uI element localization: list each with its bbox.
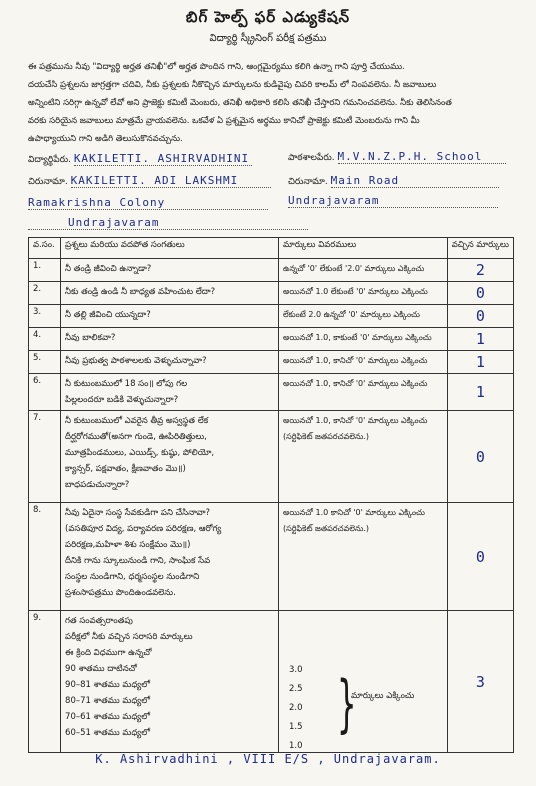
table-row [29,259,514,282]
row-score: 0 [447,411,513,503]
row-score: 0 [447,305,513,328]
intro-line: ఉపాధ్యాయుని గాని అడిగి తెలుసుకొనవచ్చును. [28,134,183,144]
row-no: 8. [29,503,61,611]
row-question: నీవు ఏదైనా సంస్థ సేవకుడిగా పని చేసినావా? (వసతిపూర విద్య, పర్యావరణ పరిరక్షణ, ఆరోగ్య పరిరక్షణ,మహిళా శిశు సంక్షేమం మొ॥) దీనికి గాను స్కూలునుండి గాని, సాంఘిక సేవ సంస్థల నుండిగాని, ధర్మసంస్థల నుండిగాని ప్రశంసాపత్రము పొందిఉండవలెను. [61,503,279,611]
school-name-label: పాఠశాలపేరు [288,153,332,163]
address-label: చిరునామా [28,177,65,187]
row-score: 3 [447,611,513,753]
address-line3-left: Ramakrishna Colony [28,196,268,210]
page-subtitle: విద్యార్థి స్క్రీనింగ్ పరీక్ష పత్రము [209,33,327,44]
grade-values [289,661,303,756]
row-marks: అయినచో 1.0, కానిచో '0' మార్కులు ఎక్కించు (సర్టిఫికెట్ జతపరచవలెను.) [278,411,447,503]
row-score: 1 [447,328,513,351]
school-name-row: పాఠశాలపేరు. M.V.N.Z.P.H. School [288,150,506,165]
table-row [29,411,514,503]
address-value: KAKILETTI. ADI LAKSHMI [71,174,271,188]
table-row [29,374,514,411]
table-header-row [29,238,514,259]
grade-value: 2.0 [288,703,303,713]
row-marks: అయినచో 1.0, కాకుంటే '0' మార్కులు ఎక్కించు [278,328,447,351]
row-no: 7. [29,411,61,503]
address2-label: చిరునామా [288,177,325,187]
row-marks: అయినచో 1.0 కానిచో '0' మార్కులు ఎక్కించు (సర్టిఫికెట్ జతపరచవలెను.) [278,503,447,611]
row-question: నీ కుటుంబములో 18 సం॥ లోపు గల పిల్లలందరూ బడికి వెళ్ళుచున్నారా? [61,374,279,411]
school-name-value: M.V.N.Z.P.H. School [338,150,506,164]
table-row [29,328,514,351]
row-no: 3. [29,305,61,328]
intro-line: దయచేసి ప్రశ్నలను జాగ్రత్తగా చదివి, నీకు ప్రశ్నలకు నీకొచ్చిన మార్కులను కుడివైపు చివరి కాలమ్ లో నింపవలెను. నీ జవాబులు [28,80,437,90]
page-title: బిగ్ హెల్ప్ ఫర్ ఎడ్యుకేషన్ [185,8,351,26]
screening-table [28,237,514,753]
table-row [29,305,514,328]
row-marks: అయినచో 1.0, కానిచో '0' మార్కులు ఎక్కించు [278,351,447,374]
grade-value: 2.5 [288,684,303,694]
student-name-row: విద్యార్థిపేరు. KAKILETTI. ASHIRVADHINI [28,152,252,167]
row-question: నీ తల్లి జీవించి యున్నదా? [61,305,279,328]
row-marks: అయినచో 1.0 లేకుంటే '0' మార్కులు ఎక్కించు [278,282,447,305]
intro-paragraph [28,58,516,148]
row-score: 2 [447,259,513,282]
row-marks [278,611,447,753]
row-question: నీవు ప్రభుత్వ పాఠశాలలకు వెళ్ళుచున్నావా? [61,351,279,374]
row-marks: లేకుంటే 2.0 ఉన్నచో '0' మార్కులు ఎక్కించు [278,305,447,328]
row-question: నీకు తండ్రి ఉండి నీ బాధ్యత వహించుట లేదా? [61,282,279,305]
grade-value: 3.0 [288,665,303,675]
row-no: 6. [29,374,61,411]
row-score: 0 [447,503,513,611]
row-score: 0 [447,282,513,305]
row-question: నీ తండ్రి జీవించి ఉన్నాడా? [61,259,279,282]
address2-value: Main Road [331,174,499,188]
row-no: 1. [29,259,61,282]
intro-line: అన్నింటిని సరిగ్గా ఉన్నవో లేవో అని ప్రాజెక్టు కమిటీ మెంబరు, తనిఖీ అధికారి కలిసి తనిఖీ చేస్తారని గమనించవలెను. నీకు తెలిసినంత [28,98,452,108]
table-row [29,351,514,374]
table-row [29,503,514,611]
row-score: 1 [447,351,513,374]
grade-value: 1.0 [288,741,303,751]
grade-value: 1.5 [288,722,303,732]
row-no: 2. [29,282,61,305]
row-no: 4. [29,328,61,351]
intro-line: వరకు సరియైన జవాబులు మాత్రమే వ్రాయవలెను. ఒకవేళ ఏ ప్రశ్నమైన అర్థము కానిచో ప్రాజెక్టు కమిటీ మెంబరును గాని మీ [28,116,420,126]
address-line3-right: Undrajavaram [288,194,498,208]
row-score: 1 [447,374,513,411]
row-no: 5. [29,351,61,374]
row-marks: ఉన్నచో '0' లేకుంటే '2.0' మార్కులు ఎక్కించు [278,259,447,282]
signature-footer: K. Ashirvadhini , VIII E/S , Undrajavaram. [95,752,441,766]
grade-label: మార్కులు ఎక్కించు [350,691,415,701]
header-score: వచ్చిన మార్కులు [447,238,513,259]
header-no: వ.సం. [29,238,61,259]
address-row: చిరునామా. KAKILETTI. ADI LAKSHMI [28,174,271,189]
header-marks: మార్కులు వివరములు [278,238,447,259]
header-question: ప్రశ్నలు మరియు వదపోత సంగతులు [61,238,279,259]
address-line4-left: Undrajavaram [28,216,308,230]
address2-row: చిరునామా. Main Road [288,174,499,189]
intro-line: ఈ పత్రమును నీవు "విద్యార్థి అర్హత తనిఖీ"లో అర్హత పొందిన గాని, ఆంగ్లమైర్యము కలిగి ఉన్నా గాని పూర్తి చేయుము. [28,62,405,72]
table-row [29,611,514,753]
row-question: నీవు బాలికవా? [61,328,279,351]
row-question: నీ కుటుంబములో ఎవరైన తీవ్ర అస్వస్థత లేక దీర్ఘరోగముతో(అనగా గుండె, ఊపిరితిత్తులు, మూత్రపిండములు, ఎయిడ్స్, కుష్ఠు, పోలియో, క్యాన్సర్, పక్షవాతం, క్షీణవాతం మొ॥) బాధపడుచున్నారా? [61,411,279,503]
table-row [29,282,514,305]
row-question: గత సంవత్సరాంతపు పరీక్షలో నీకు వచ్చిన సరాసరి మార్కులు ఈ క్రింది విధముగా ఉన్నచో 90 శాతము దాటినచో 90–81 శాతము మధ్యలో 80–71 శాతము మధ్యలో 70–61 శాతము మధ్యలో 60–51 శాతము మధ్యలో [61,611,279,753]
row-no: 9. [29,611,61,753]
curly-brace-icon: } [336,667,357,740]
student-name-label: విద్యార్థిపేరు [28,155,69,165]
row-marks: అయినచో 1.0, కానిచో '0' మార్కులు ఎక్కించు [278,374,447,411]
student-name-value: KAKILETTI. ASHIRVADHINI [74,152,252,166]
